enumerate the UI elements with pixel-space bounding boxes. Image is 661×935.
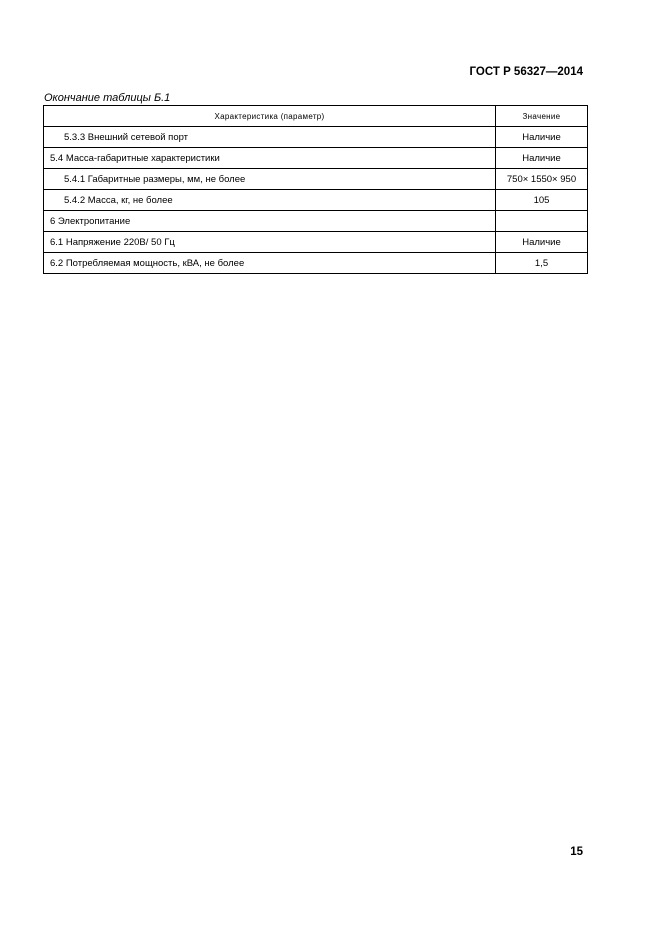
row-parameter: 5.4 Масса-габаритные характеристики xyxy=(44,148,496,169)
row-value: Наличие xyxy=(496,127,588,148)
row-value: 1,5 xyxy=(496,253,588,274)
table-row xyxy=(44,211,588,232)
row-parameter: 6.1 Напряжение 220В/ 50 Гц xyxy=(44,232,496,253)
spec-table xyxy=(43,105,588,274)
row-value: 105 xyxy=(496,190,588,211)
row-parameter: 6.2 Потребляемая мощность, кВА, не более xyxy=(44,253,496,274)
row-value: Наличие xyxy=(496,232,588,253)
page-number: 15 xyxy=(570,846,583,858)
row-parameter: 5.4.1 Габаритные размеры, мм, не более xyxy=(44,169,496,190)
column-header-value: Значение xyxy=(496,106,588,127)
document-id: ГОСТ Р 56327—2014 xyxy=(469,66,583,78)
row-value xyxy=(496,211,588,232)
table-row xyxy=(44,253,588,274)
table-row xyxy=(44,148,588,169)
table-caption: Окончание таблицы Б.1 xyxy=(44,92,171,104)
row-parameter: 5.3.3 Внешний сетевой порт xyxy=(44,127,496,148)
row-value: 750× 1550× 950 xyxy=(496,169,588,190)
column-header-parameter: Характеристика (параметр) xyxy=(44,106,496,127)
row-parameter: 6 Электропитание xyxy=(44,211,496,232)
table-row xyxy=(44,169,588,190)
row-parameter: 5.4.2 Масса, кг, не более xyxy=(44,190,496,211)
table-row xyxy=(44,127,588,148)
table-row xyxy=(44,232,588,253)
table-row xyxy=(44,190,588,211)
row-value: Наличие xyxy=(496,148,588,169)
table-header-row xyxy=(44,106,588,127)
